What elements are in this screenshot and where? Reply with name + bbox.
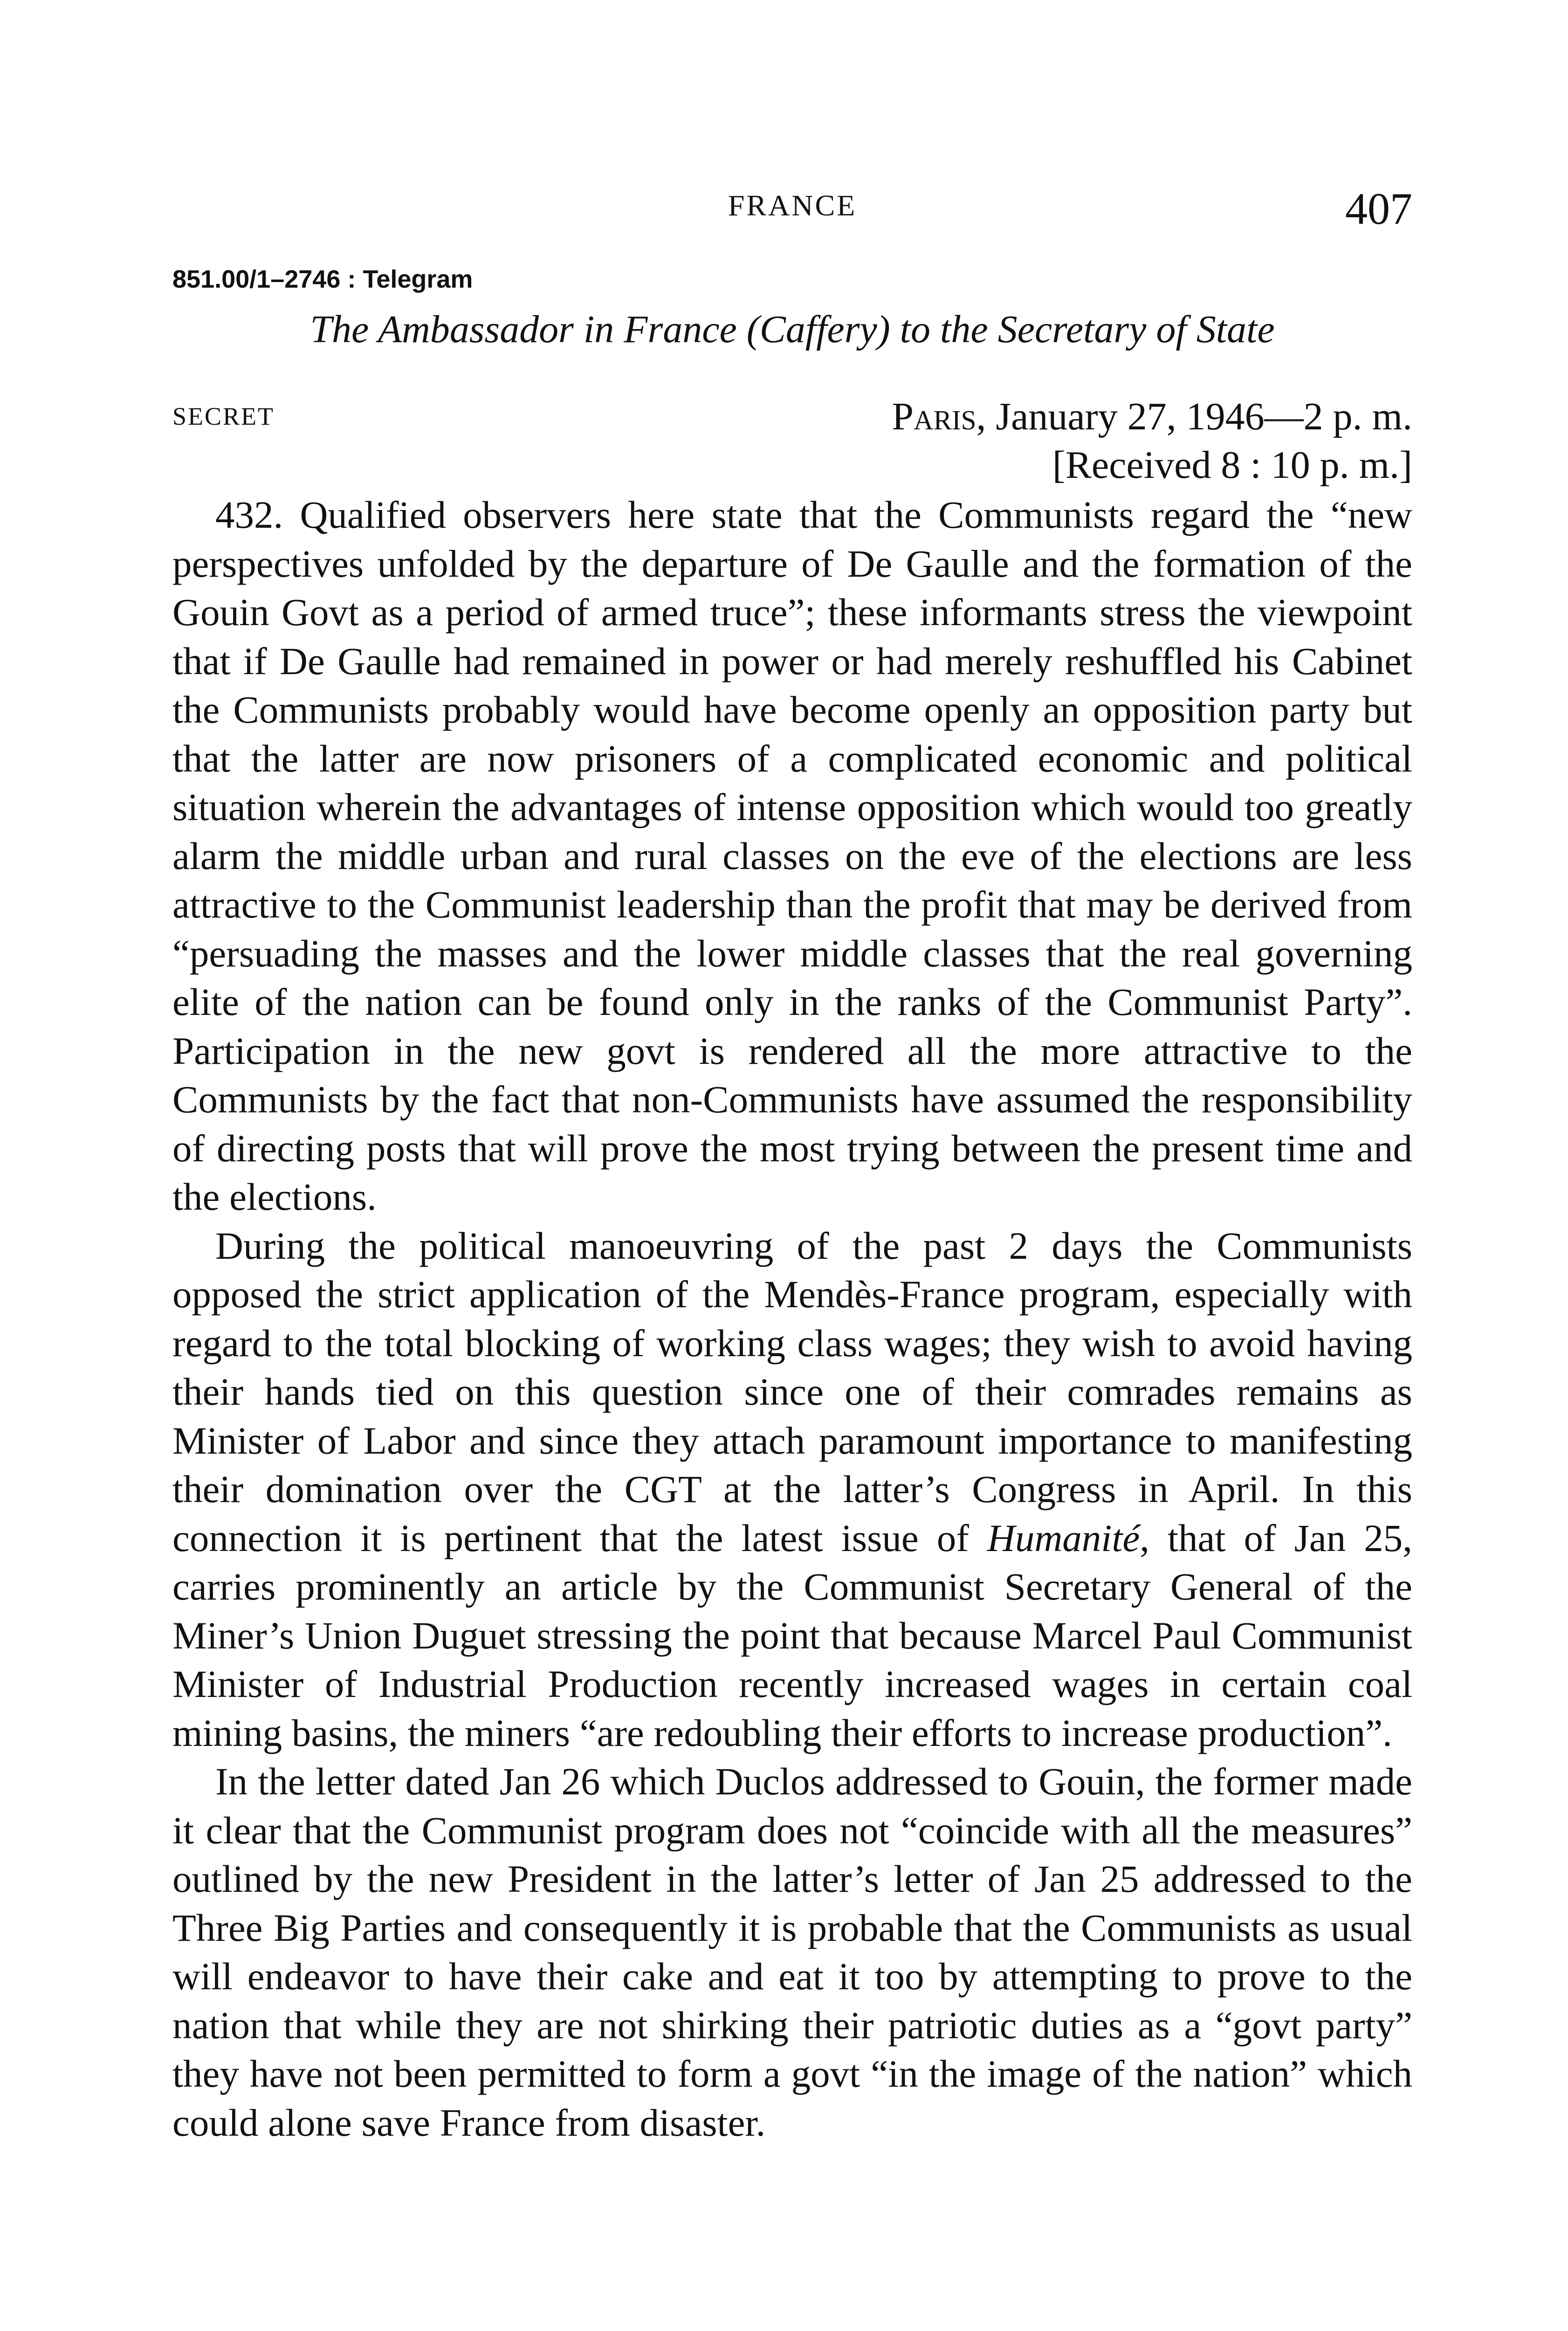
document-title: The Ambassador in France (Caffery) to the Secretary of State [310, 308, 1275, 351]
dateline-main [892, 395, 1412, 438]
body-paragraph-3: In the letter dated Jan 26 which Duclos addressed to Gouin, the former made it clear that the Communist program does not “coincide with all the measures” outlined by the new President in the latter’s letter of Jan 25 addressed to the Three Big Parties and consequently it is probable that the Communists as usual will endeavor to have their cake and eat it too by attempting to prove to the nation that while they are not shirking their patriotic duties as a “govt party” they have not been permitted to form a govt “in the image of the nation” which could alone save France from disaster. [172, 1760, 1412, 2144]
body-paragraph-2-part-1: During the political manoeuvring of the past 2 days the Communists opposed the strict application of the Mendès-France program, especially with regard to the total blocking of working class wages; they wish to avoid having their hands tied on this question since one of their comrades remains as Minister of Labor and since they attach paramount importance to manifesting their domination over the CGT at the latter’s Congress in April. In this connection it is pertinent that the latest issue of [172, 1224, 1412, 1559]
classification-label: SECRET [172, 402, 275, 430]
document-file-number: 851.00/1–2746 : Telegram [172, 265, 473, 293]
newspaper-title: Humanité [987, 1516, 1140, 1559]
body-paragraph-2-part-2: , that of Jan 25, carries prominently an article by the Communist Secretary General of the Miner’s Union Duguet stressing the point that because Marcel Paul Communist Minister of Industrial Production recently increased wages in certain coal mining basins, the miners “are redoubling their efforts to increase production”. [172, 1516, 1412, 1754]
dateline-place: Paris [892, 395, 977, 438]
running-head [172, 183, 1412, 234]
received-note: [Received 8 : 10 p. m.] [1052, 443, 1412, 487]
body-paragraph-1: 432. Qualified observers here state that the Communists regard the “new perspectives unfolded by the departure of De Gaulle and the formation of the Gouin Govt as a period of armed truce”; these informants stress the viewpoint that if De Gaulle had remained in power or had merely reshuffled his Cabinet the Communists probably would have become openly an opposition party but that the latter are now prisoners of a complicated economic and political situation wherein the advantages of intense opposition which would too greatly alarm the middle urban and rural classes on the eve of the elections are less attractive to the Communist leadership than the profit that may be derived from “persuading the masses and the lower middle classes that the real governing elite of the nation can be found only in the ranks of the Communist Party”. Participation in the new govt is rendered all the more attractive to the Communists by the fact that non-Communists have assumed the responsibility of directing posts that will prove the most trying between the present time and the elections. [172, 493, 1412, 1218]
body-paragraph-2 [172, 1221, 1412, 1758]
dateline [892, 393, 1412, 490]
dateline-date-time: , January 27, 1946—2 p. m. [976, 395, 1412, 438]
telegram-body [172, 490, 1412, 2147]
page-number: 407 [1345, 184, 1412, 234]
running-head-title: FRANCE [728, 189, 857, 222]
